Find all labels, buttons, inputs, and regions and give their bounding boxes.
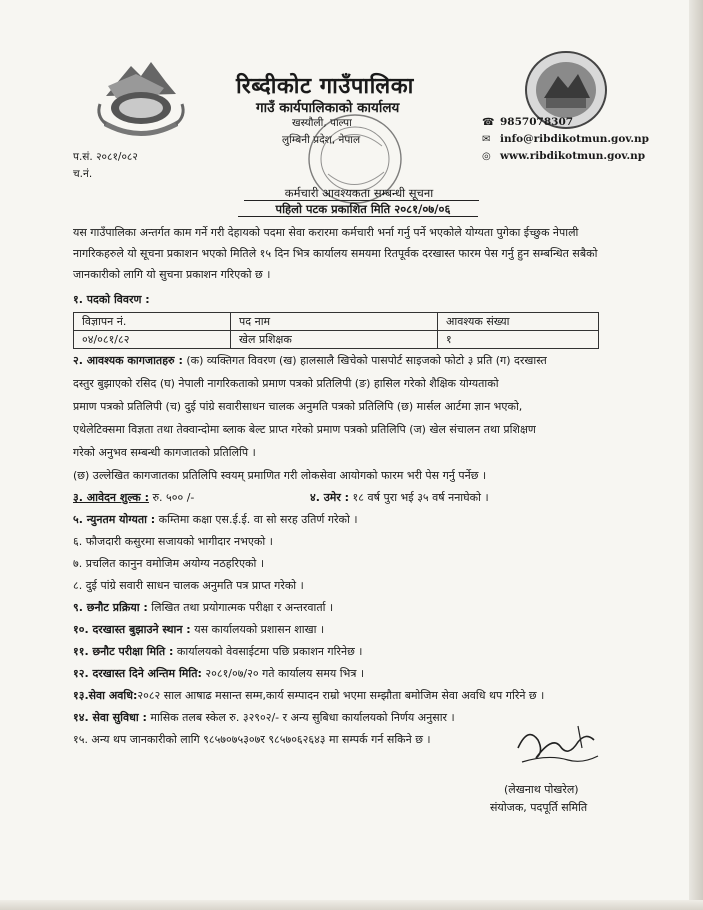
handwritten-signature-icon xyxy=(508,718,604,774)
minimum-qualification: ५. न्युनतम योग्यता : कम्तिमा कक्षा एस.ई.ई. वा सो सरह उतिर्ण गरेको । xyxy=(73,513,358,526)
intro-paragraph: यस गाउँपालिका अन्तर्गत काम गर्ने गरी देहायको पदमा सेवा करारमा कर्मचारी भर्ना गर्नु पर्ने भएकोले योग्यता पुगेका ईच्छुक नेपाली नागरिकहरुले यो सूचना प्रकाशन भएको मितिले १५ दिन भित्र कार्यालय समयमा रितपूर्वक दरखास्त फारम पेस गर्नु हुन सम्बन्धित सबैको जानकारीको लागि यो सुचना प्रकाशन गरिएको छ । xyxy=(73,226,598,281)
address-line-1: खस्यौली, पाल्पा xyxy=(292,117,352,129)
exam-date: ११. छनौट परीक्षा मिति : कार्यालयको वेवसाईटमा पछि प्रकाशन गरिनेछ । xyxy=(73,645,363,658)
application-fee: ३. आवेदन शुल्क : रु. ५०० /- xyxy=(73,491,195,504)
publish-date: पहिलो पटक प्रकाशित मिति २०८१/०७/०६ xyxy=(275,202,451,216)
last-date: १२. दरखास्त दिने अन्तिम मिति: २०८१/०७/२० गते कार्यालय समय भित्र । xyxy=(73,667,365,680)
notice-title: कर्मचारी आवश्यकता सम्बन्धी सूचना xyxy=(284,186,434,200)
table-cell: खेल प्रशिक्षक xyxy=(231,331,438,349)
signatory-role: संयोजक, पदपूर्ति समिति xyxy=(490,801,588,814)
contact-phone: ☎ 9857078307 xyxy=(482,116,574,128)
contact-website[interactable]: ◎ www.ribdikotmun.gov.np xyxy=(482,150,646,162)
section-documents-line-4: एथेलेटिक्समा विज्ञता तथा तेक्वान्दोमा ब्लाक बेल्ट प्राप्त गरेको प्रमाण पत्रको प्रतिलिपि (ज) खेल संचालन तथा प्रशिक्षण xyxy=(73,423,536,436)
submission-place: १०. दरखास्त बुझाउने स्थान : यस कार्यालयको प्रशासन शाखा । xyxy=(73,623,325,636)
signatory-name: (लेखनाथ पोखरेल) xyxy=(504,783,579,796)
paper-edge-bottom xyxy=(0,900,703,910)
paper-edge-right xyxy=(689,0,703,910)
table-header-row xyxy=(74,313,599,331)
title-underline xyxy=(244,200,479,201)
section-documents-line-5: गरेको अनुभव सम्बन्धी कागजातको प्रतिलिपि । xyxy=(73,446,256,459)
date-underline xyxy=(238,216,478,217)
nepal-emblem-icon xyxy=(86,54,196,142)
globe-icon: ◎ xyxy=(482,151,491,162)
section-documents-line-3: प्रमाण पत्रको प्रतिलिपी (च) दुई पांग्रे सवारीसाधन चालक अनुमति पत्रको प्रतिलिपि (छ) मार्सल आर्टमा ज्ञान भएको, xyxy=(73,400,523,413)
legal-eligibility-item: ७. प्रचलित कानुन वमोजिम अयोग्य नठहरिएको । xyxy=(73,557,264,570)
section-documents-line-2: दस्तुर बुझाएको रसिद (घ) नेपाली नागरिकताको प्रमाण पत्रको प्रतिलिपी (ङ) हासिल गरेको शैक्षिक योग्यताको xyxy=(73,377,499,390)
reference-number: प.सं. २०८१/०८२ xyxy=(73,151,138,163)
section-post-details-heading: १. पदको विवरण : xyxy=(73,293,150,306)
mail-icon: ✉ xyxy=(482,134,491,145)
column-header: विज्ञापन नं. xyxy=(74,313,231,331)
address-line-2: लुम्बिनी प्रदेश, नेपाल xyxy=(282,134,361,146)
service-facility: १४. सेवा सुविधा : मासिक तलब स्केल रु. ३२९०२/- र अन्य सुबिधा कार्यालयको निर्णय अनुसार । xyxy=(73,711,455,724)
phone-icon: ☎ xyxy=(482,117,495,128)
dispatch-number: च.नं. xyxy=(73,168,93,180)
office-name: गाउँ कार्यपालिकाको कार्यालय xyxy=(256,100,400,116)
column-header: पद नाम xyxy=(231,313,438,331)
municipality-title: रिब्दीकोट गाउँपालिका xyxy=(236,74,414,99)
contact-info-item: १५. अन्य थप जानकारीको लागि ९८५७०७५३०७र ९८५७०६२६४३ मा सम्पर्क गर्न सकिने छ । xyxy=(73,733,431,746)
table-cell: ०४/०८१/८२ xyxy=(74,331,231,349)
license-item: ८. दुई पांग्रे सवारी साधन चालक अनुमति पत्र प्राप्त गरेको । xyxy=(73,579,304,592)
age-requirement: ४. उमेर : १८ वर्ष पुरा भई ३५ वर्ष ननाघेको । xyxy=(310,491,489,504)
table-cell: १ xyxy=(438,331,599,349)
section-documents-note: (छ) उल्लेखित कागजातका प्रतिलिपि स्वयम् प्रमाणित गरी लोकसेवा आयोगको फारम भरी पेस गर्नु पर्नेछ । xyxy=(73,469,487,482)
section-documents-line-1: २. आवश्यक कागजातहरु : (क) व्यक्तिगत विवरण (ख) हालसालै खिचेको पासपोर्ट साइजको फोटो ३ प्रति (ग) दरखास्त xyxy=(73,354,547,367)
service-period: १३.सेवा अवधि:२०८२ साल आषाढ मसान्त सम्म,कार्य सम्पादन राम्रो भएमा सम्झौता बमोजिम सेवा अवधि थप गरिने छ । xyxy=(73,689,545,702)
post-details-table xyxy=(73,312,599,349)
criminal-record-item: ६. फौजदारी कसुरमा सजायको भागीदार नभएको । xyxy=(73,535,273,548)
selection-process: ९. छनौट प्रक्रिया : लिखित तथा प्रयोगात्मक परीक्षा र अन्तरवार्ता । xyxy=(73,601,334,614)
contact-email[interactable]: ✉ info@ribdikotmun.gov.np xyxy=(482,133,650,145)
column-header: आवश्यक संख्या xyxy=(438,313,599,331)
table-row xyxy=(74,331,599,349)
